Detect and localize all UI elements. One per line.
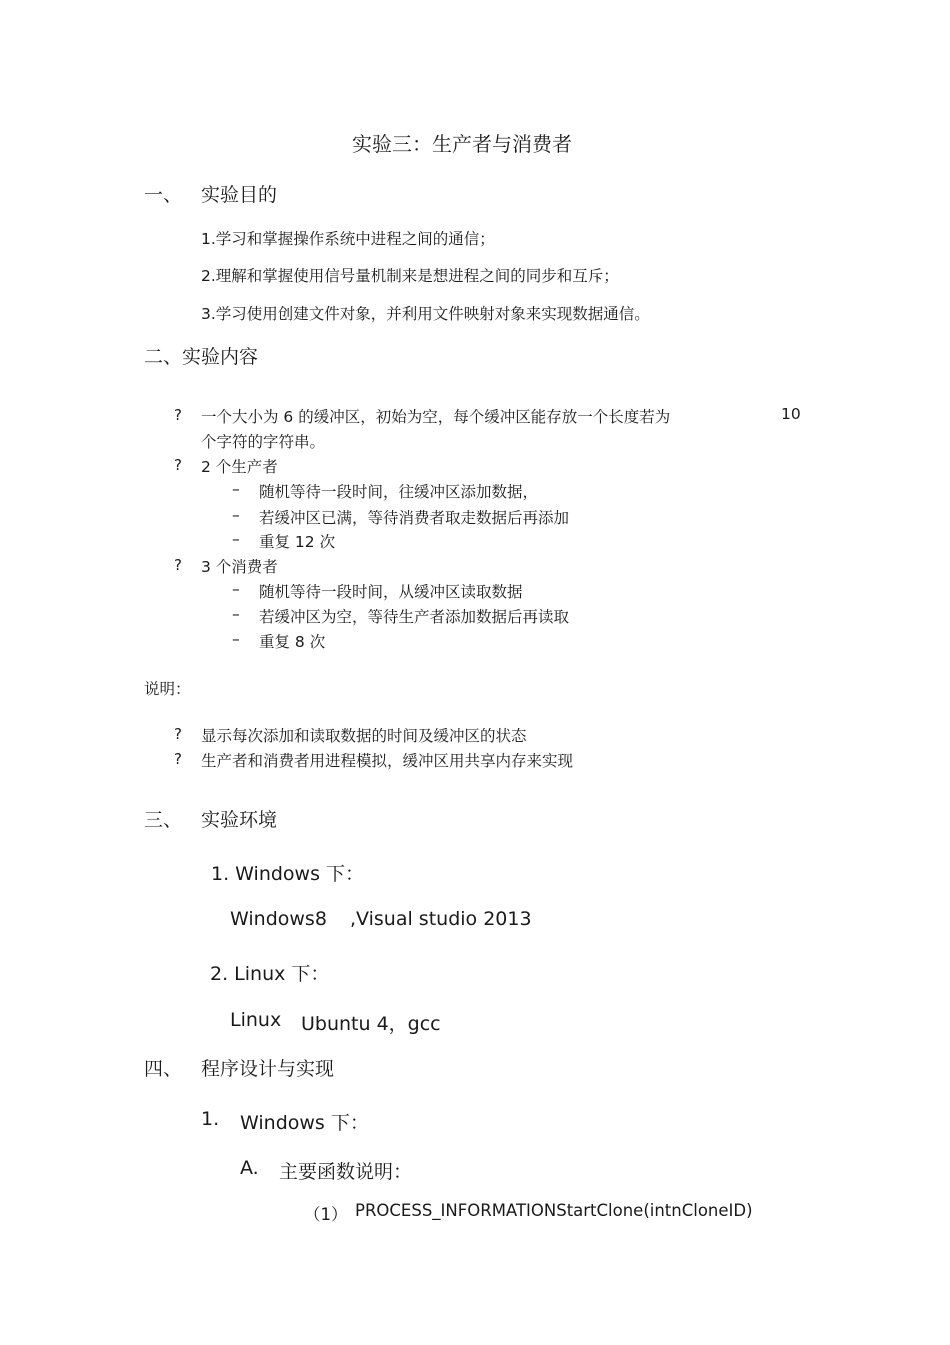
objective-item-2: 2.理解和掌握使用信号量机制来是想进程之间的同步和互斥；: [201, 267, 619, 285]
env-linux-label: 2. Linux 下：: [210, 963, 330, 985]
buffer-description: 一个大小为 6 的缓冲区，初始为空，每个缓冲区能存放一个长度若为: [201, 408, 671, 426]
env-linux-os: Linux: [230, 1009, 282, 1031]
note-label: 说明：: [144, 680, 191, 698]
section-1-number: 一、: [144, 184, 183, 206]
env-windows-os: Windows8: [230, 908, 327, 930]
section-4-number: 四、: [144, 1058, 183, 1080]
subsection-a-number: A.: [240, 1157, 259, 1179]
producer-sub-1: 随机等待一段时间，往缓冲区添加数据，: [259, 483, 539, 501]
consumer-sub-3: 重复 8 次: [259, 633, 326, 651]
dash-mark: –: [232, 605, 240, 623]
subsection-1-number: 1.: [201, 1108, 220, 1130]
section-1-heading: 实验目的: [201, 184, 278, 206]
subsection-1-label: Windows 下：: [240, 1112, 369, 1134]
bullet-mark: ?: [174, 750, 182, 768]
dash-mark: –: [232, 480, 240, 498]
env-windows-ide: ,Visual studio 2013: [350, 908, 532, 930]
producer-sub-2: 若缓冲区已满，等待消费者取走数据后再添加: [259, 509, 570, 527]
bullet-mark: ?: [174, 556, 182, 574]
consumer-sub-2: 若缓冲区为空，等待生产者添加数据后再读取: [259, 608, 570, 626]
section-3-heading: 实验环境: [201, 809, 278, 831]
note-item-1: 显示每次添加和读取数据的时间及缓冲区的状态: [201, 727, 527, 745]
page-title: 实验三：生产者与消费者: [352, 132, 572, 156]
bullet-mark: ?: [174, 406, 182, 424]
objective-item-3: 3.学习使用创建文件对象，并利用文件映射对象来实现数据通信。: [201, 305, 650, 323]
bullet-mark: ?: [174, 725, 182, 743]
consumers-item: 3 个消费者: [201, 558, 278, 576]
note-item-2: 生产者和消费者用进程模拟，缓冲区用共享内存来实现: [201, 752, 574, 770]
section-4-heading: 程序设计与实现: [201, 1058, 335, 1080]
dash-mark: –: [232, 630, 240, 648]
function-number: （1）: [304, 1205, 348, 1224]
function-signature: PROCESS_INFORMATIONStartClone(intnCloneID): [355, 1201, 753, 1220]
env-windows-label: 1. Windows 下：: [211, 863, 365, 885]
buffer-description-cont: 个字符的字符串。: [201, 433, 326, 451]
producer-sub-3: 重复 12 次: [259, 533, 336, 551]
objective-item-1: 1.学习和掌握操作系统中进程之间的通信；: [201, 230, 495, 248]
dash-mark: –: [232, 506, 240, 524]
buffer-string-length: 10: [781, 405, 801, 423]
dash-mark: –: [232, 530, 240, 548]
producers-item: 2 个生产者: [201, 458, 278, 476]
section-3-number: 三、: [144, 809, 183, 831]
consumer-sub-1: 随机等待一段时间，从缓冲区读取数据: [259, 583, 523, 601]
bullet-mark: ?: [174, 456, 182, 474]
section-2-heading: 二、实验内容: [144, 346, 259, 368]
env-linux-dist: Ubuntu 4，gcc: [301, 1013, 441, 1035]
dash-mark: –: [232, 580, 240, 598]
subsection-a-label: 主要函数说明：: [279, 1161, 413, 1183]
